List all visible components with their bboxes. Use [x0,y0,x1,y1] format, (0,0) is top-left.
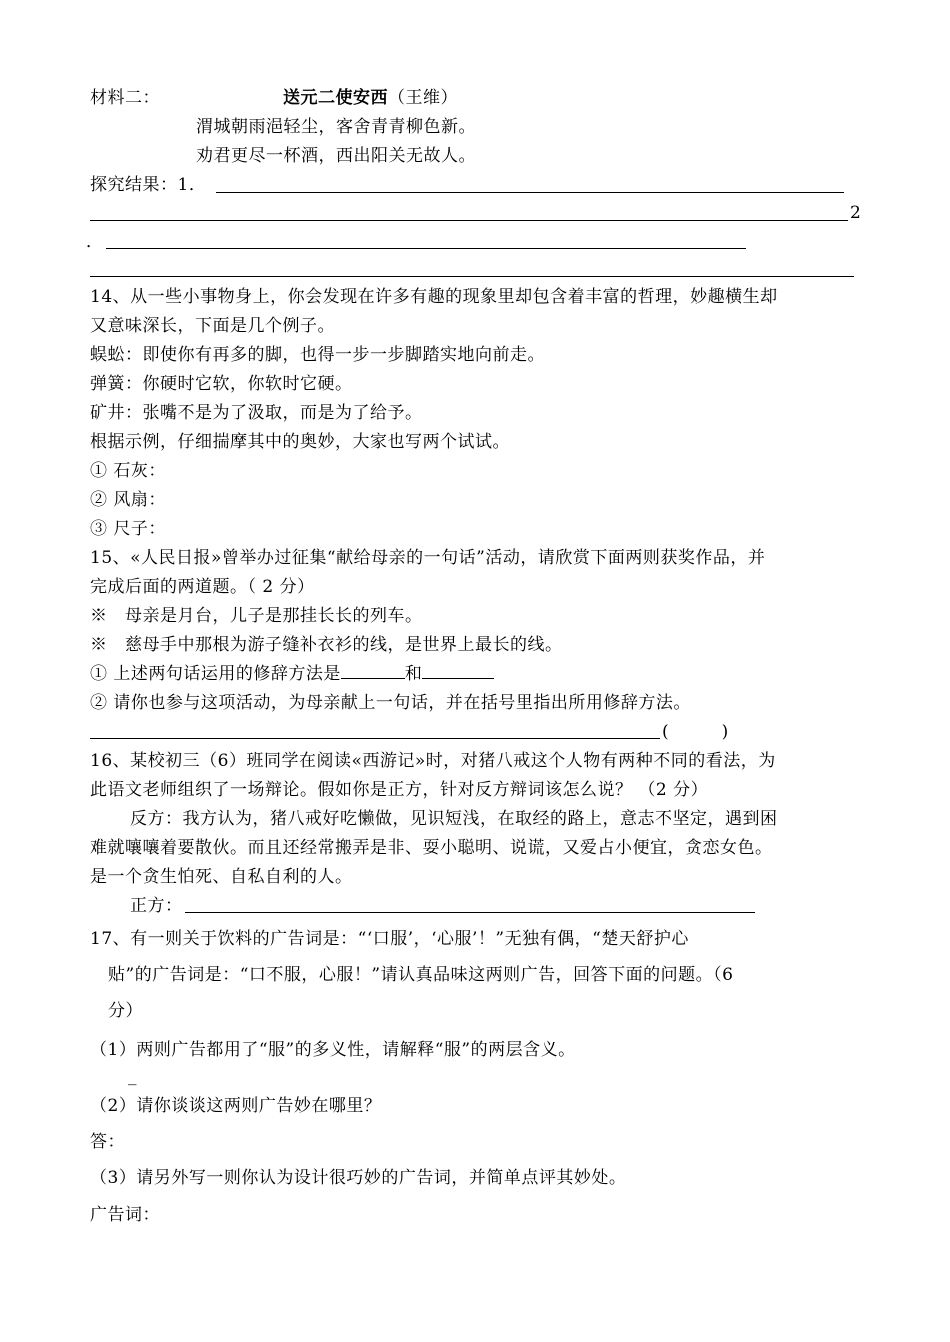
q15-line-1: 15、«人民日报»曾举办过征集“献给母亲的一句话”活动，请欣赏下面两则获奖作品，并 [90,548,766,568]
q14-item-3: ③ 尺子： [90,519,166,539]
q17-answer-label: 答： [90,1132,125,1152]
q17-sub-3: （3）请另外写一则你认为设计很巧妙的广告词，并简单点评其妙处。 [90,1168,627,1188]
q14-example-3: 矿井：张嘴不是为了汲取，而是为了给予。 [90,403,423,423]
q17-line-1: 17、有一则关于饮料的广告词是：“‘口服’，‘心服’！”无独有偶，“楚天舒护心 [90,929,689,949]
q15-line-2: 完成后面的两道题。（ 2 分） [90,577,315,597]
q14-example-1: 蜈蚣：即使你有再多的脚，也得一步一步脚踏实地向前走。 [90,345,545,365]
answer-line[interactable] [90,276,854,277]
q16-con-2: 难就嚷嚷着要散伙。而且还经常搬弄是非、耍小聪明、说谎，又爱占小便宜，贪恋女色。 [90,838,773,858]
q16-line-2: 此语文老师组织了一场辩论。假如你是正方，针对反方辩词该怎么说？ （2 分） [90,780,709,800]
q14-instruction: 根据示例，仔细揣摩其中的奥妙，大家也写两个试试。 [90,432,510,452]
q16-line-1: 16、某校初三（6）班同学在阅读«西游记»时，对猪八戒这个人物有两种不同的看法，为 [90,751,776,771]
q14-line-1: 14、从一些小事物身上，你会发现在许多有趣的现象里却包含着丰富的哲理，妙趣横生却 [90,287,778,307]
q17-line-3: 分） [108,1001,143,1021]
answer-line[interactable] [106,248,746,249]
material-label: 材料二： [90,88,160,108]
q14-line-2: 又意味深长，下面是几个例子。 [90,316,335,336]
blank-field[interactable] [422,664,494,679]
inquiry-number-2: 2 [850,203,862,223]
blank-field[interactable] [341,664,405,679]
answer-line[interactable] [216,192,844,193]
answer-line[interactable] [90,220,848,221]
q15-sub-2: ② 请你也参与这项活动，为母亲献上一句话，并在括号里指出所用修辞方法。 [90,693,691,713]
q17-sub-2: （2）请你谈谈这两则广告妙在哪里？ [90,1096,382,1116]
q15-sub-1-text: ① 上述两句话运用的修辞方法是 [90,664,341,684]
q15-sub-1 [90,664,494,684]
answer-line[interactable] [185,912,755,913]
poem-author: （王维） [388,88,458,108]
q16-con-3: 是一个贪生怕死、自私自利的人。 [90,867,353,887]
q14-example-2: 弹簧：你硬时它软，你软时它硬。 [90,374,353,394]
q15-paren[interactable]: ( ) [662,722,729,742]
poem-heading [283,88,458,108]
inquiry-dot: ． [86,232,104,252]
q17-sub-1: （1）两则广告都用了“服”的多义性，请解释“服”的两层含义。 [90,1040,576,1060]
poem-line-2: 劝君更尽一杯酒，西出阳关无故人。 [196,146,476,166]
q15-work-1: ※ 母亲是月台，儿子是那挂长长的列车。 [90,606,423,626]
q14-item-1: ① 石灰： [90,461,166,481]
q15-work-2: ※ 慈母手中那根为游子缝补衣衫的线，是世界上最长的线。 [90,635,563,655]
q16-con-1: 反方：我方认为，猪八戒好吃懒做，见识短浅，在取经的路上，意志不坚定，遇到困 [130,809,778,829]
poem-line-1: 渭城朝雨浥轻尘，客舍青青柳色新。 [196,117,476,137]
answer-line[interactable] [90,738,660,739]
poem-title: 送元二使安西 [283,88,388,108]
q15-sub-1-and: 和 [404,664,423,684]
q14-item-2: ② 风扇： [90,490,166,510]
q17-dash: _ [128,1066,137,1086]
q17-ad-label: 广告词： [90,1205,160,1225]
q17-line-2: 贴”的广告词是：“口不服，心服！”请认真品味这两则广告，回答下面的问题。（6 [108,965,734,985]
inquiry-label: 探究结果：1． [90,175,207,195]
q16-pro-label: 正方： [130,896,183,916]
